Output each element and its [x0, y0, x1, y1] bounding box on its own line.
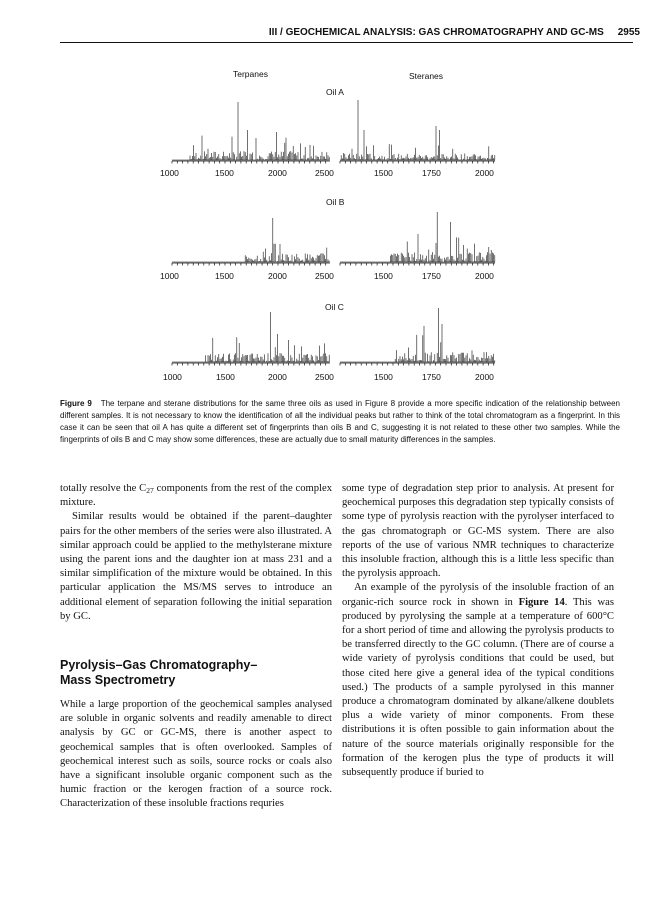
terpanes-label: Terpanes — [233, 69, 268, 79]
tick-label: 2000 — [475, 168, 494, 178]
section-heading: Pyrolysis–Gas Chromatography– Mass Spectrometry — [60, 658, 258, 688]
tick-label: 2000 — [268, 271, 287, 281]
page-number: 2955 — [617, 27, 640, 38]
oil-a-label: Oil A — [326, 87, 344, 97]
terpane-axis — [172, 161, 330, 164]
paragraph: some type of degradation step prior to analysis. At present for geochemical purposes this degradation step typically consists of some type of pyrolysis reaction with the pyrolyser interfaced to the gas chromatograph or GC-MS system. There are also reports of the use of various NMR techniques to characterize this insoluble fraction, although this is a little less specific than the pyrolysis approach. — [342, 483, 614, 580]
oil-c-label: Oil C — [325, 302, 344, 312]
tick-label: 2000 — [268, 168, 287, 178]
figure-9 — [150, 62, 530, 392]
paragraph: totally resolve the $C_{27}$ components from the rest of the complex mixture. — [60, 483, 332, 509]
caption-text: The terpane and sterane distributions for the same three oils as used in Figure 8 provide a more specific indication of the relationship between different samples. It is not necessary to know the identification of all the individual peaks but rather to think of the total chromatogram as a fingerprint. In this case it can be seen that oil A has quite a different set of fingerprints than oils B and C, suggesting it is not related to these other two samples. While the fingerprints of oils B and C may show some differences, these are actually due to small maturity differences in the samples. — [60, 399, 620, 444]
terpane-trace — [172, 218, 329, 262]
steranes-label: Steranes — [409, 71, 444, 81]
terpane-trace — [172, 312, 329, 362]
tick-label: 1500 — [215, 168, 234, 178]
header-rule — [60, 42, 633, 43]
figure-caption — [60, 398, 620, 446]
chromatogram-panels — [150, 62, 530, 392]
paragraph: While a large proportion of the geochemical samples analysed are soluble in organic solvents and readily amenable to direct analysis by GC or GC-MS, there is another aspect to geochemical samples that is often overlooked. Samples of geochemical interest such as soils, source rocks or coals also have a significant insoluble organic component such as the humic fraction or the kerogen fraction of a source rock. Characterization of these insoluble fractions requries — [60, 699, 332, 810]
paragraph: Similar results would be obtained if the parent–daughter pairs for the other members of the series were also illustrated. A similar approach could be applied to the methylsterane mixture using the parent ions and the daughter ion at mass 231 and a similar simplification of the mixture would be obtained. In this particular application the MS/MS serves to introduce an additional element of separation following the initial separation by GC. — [60, 511, 332, 622]
sterane-trace — [340, 308, 495, 362]
running-header — [0, 27, 640, 38]
tick-label: 1500 — [216, 372, 235, 382]
oil-b-label: Oil B — [326, 197, 345, 207]
tick-label: 1500 — [374, 271, 393, 281]
tick-label: 1750 — [422, 271, 441, 281]
tick-label: 1000 — [160, 168, 179, 178]
sterane-trace — [340, 100, 495, 160]
running-title: III / GEOCHEMICAL ANALYSIS: GAS CHROMATOGRAPHY AND GC-MS — [268, 27, 604, 38]
tick-label: 2000 — [268, 372, 287, 382]
sterane-axis — [340, 363, 495, 366]
tick-label: 1750 — [422, 168, 441, 178]
figure-reference[interactable]: Figure 14 — [518, 596, 565, 608]
left-column — [60, 482, 332, 812]
sterane-axis — [340, 161, 495, 164]
paragraph: An example of the pyrolysis of the insoluble fraction of an organic-rich source rock in shown in Figure 14. This was produced by pyrolysing the sample at a temperature of 600°C for a short period of time and allowing the pyrolysis products to be transferred directly to the GC column. (There are of course a wide variety of pyrolysis conditions that could be used, but those cited here give a general idea of the typical conditions used.) The products of a sample pyrolysed in this manner produce a chromatogram dominated by alkane/alkene doublets plus a wide variety of minor components. From these distributions it is often possible to gain information about the nature of the source materials originally responsible for the formation of the kerogen plus the type of products it will subsequently produce if buried to — [342, 582, 614, 779]
tick-label: 1000 — [160, 271, 179, 281]
tick-label: 2500 — [315, 372, 334, 382]
tick-label: 1500 — [374, 372, 393, 382]
sterane-axis — [340, 263, 495, 266]
tick-label: 2000 — [475, 271, 494, 281]
tick-label: 2500 — [315, 168, 334, 178]
tick-label: 1500 — [215, 271, 234, 281]
tick-label: 1000 — [163, 372, 182, 382]
tick-label: 1500 — [374, 168, 393, 178]
sterane-trace — [340, 212, 495, 262]
terpane-axis — [172, 363, 330, 366]
tick-label: 2000 — [475, 372, 494, 382]
right-column — [342, 482, 614, 780]
tick-label: 2500 — [315, 271, 334, 281]
tick-label: 1750 — [422, 372, 441, 382]
terpane-axis — [172, 263, 330, 266]
terpane-trace — [172, 102, 329, 160]
caption-label: Figure 9 — [60, 399, 92, 408]
